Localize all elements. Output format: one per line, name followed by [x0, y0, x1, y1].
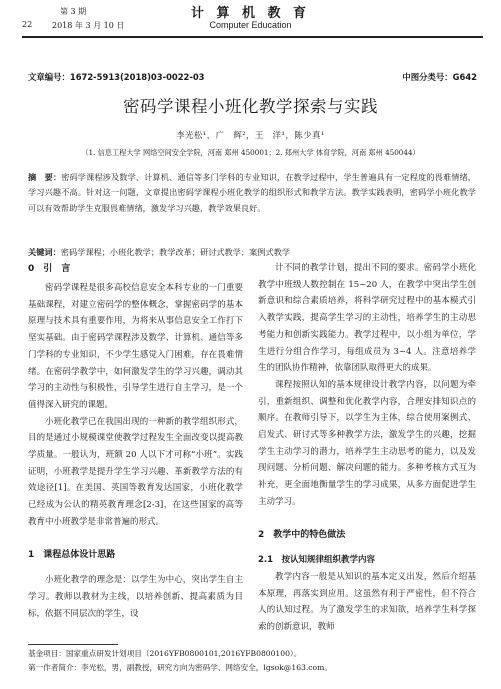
body-paragraph: 小班化教学的理念是：以学生为中心，突出学生自主学习。教师以教材为主线，以培养创新、提高素质为目标，依据不同层次的学生，设	[28, 575, 243, 619]
author-bio: 第一作者简介：李光松，男，副教授，研究方向为密码学、网络安全，lgsok@163.com。	[28, 663, 332, 672]
body-paragraph: 密码学课程是很多高校信息安全本科专业的一门重要基础课程，对建立密码学的整体概念，掌握密码学的基本原理与技术具有重要作用，为将来从事信息安全工作打下坚实基础。由于密码学课程涉及数学、计算机、通信等多门学科的专业知识，不少学生感觉入门困难，存在畏难情绪。在密码学教学中，如何激发学生的学习兴趣，调动其学习的主动性与积极性，引导学生进行自主学习，是一个值得深入研究的课题。	[28, 283, 243, 410]
subsection-heading: 2.1 按认知规律组织教学内容	[258, 555, 376, 566]
page-number: 22	[22, 20, 33, 29]
section-heading-intro: 0 引 言	[28, 264, 71, 274]
left-column	[28, 280, 243, 622]
right-column	[258, 260, 476, 636]
body-paragraph: 课程按照认知的基本规律设计教学内容，以问题为牵引，重新组织、调整和优化教学内容，合理安排知识点的顺序。在教师引导下，以学生为主体，综合使用案例式、启发式、研讨式等多种教学方法，激发学生的兴趣，挖掘学生主动学习的潜力，培养学生主动思考的能力，以及发现问题、分析问题、解决问题的能力。多种考核方式互为补充，更全面地衡量学生的学习成果，从多方面促进学生主动学习。	[258, 379, 476, 507]
article-number: 文章编号：1672-5913(2018)03-0022-03	[28, 72, 205, 82]
running-header	[0, 0, 501, 50]
abstract	[28, 170, 476, 216]
journal-title-cn: 计 算 机 教 育	[190, 6, 311, 21]
keywords	[28, 247, 476, 258]
journal-title-en: Computer Education	[209, 20, 292, 30]
abstract-text: 密码学课程涉及数学、计算机、通信等多门学科的专业知识，在教学过程中，学生普遍具有一定程度的畏难情绪，学习兴趣不高。针对这一问题，文章提出密码学课程小班化教学的组织形式和教学方法。教学实践表明，密码学小班化教学可以有效帮助学生克服畏难情绪，激发学习兴趣，教学效果良好。	[28, 172, 476, 213]
issue-date: 2018 年 3 月 10 日	[52, 21, 125, 30]
body-paragraph: 计不同的教学计划，提出不同的要求。密码学小班化教学中班级人数控制在 15~20 人，在教学中突出学生创新意识和综合素质培养，将科学研究过程中的基本模式引入教学实践，提高学生学习的主动性，培养学生的主动思考能力和创新实践能力。教学过程中，以小组为单位，学生进行分组合作学习，每组成员为 3~4 人。注意培养学生的团队协作精神，依靠团队取得更大的成果。	[258, 263, 476, 374]
classification-number: 中图分类号：G642	[402, 72, 477, 82]
abstract-label: 摘 要：	[28, 172, 62, 182]
footnote-rule	[28, 644, 118, 645]
body-paragraph: 教学内容一般是从知识的基本定义出发，然后介绍基本原理，再落实到应用。这虽然有利于严密性，但不符合人的认知过程。为了激发学生的求知欲，培养学生科学探索的创新意识，教师	[258, 571, 476, 633]
section-heading-practices: 2 教学中的特色做法	[258, 529, 346, 540]
keywords-text: 密码学课程；小班化教学；教学改革；研讨式教学；案例式教学	[60, 247, 291, 257]
section-heading-design: 1 课程总体设计思路	[28, 549, 116, 560]
author-list: 李光松¹，广 辉²，王 洋¹，陈少真¹	[176, 130, 325, 140]
paper-title: 密码学课程小班化教学探索与实践	[123, 97, 378, 116]
keywords-label: 关键词：	[28, 247, 61, 257]
affiliations: （1. 信息工程大学 网络空间安全学院，河南 郑州 450001；2. 郑州大学 体育学院，河南 郑州 450044）	[81, 148, 420, 157]
header-rule	[22, 36, 483, 38]
body-paragraph: 小班化教学已在我国出现的一种新的教学组织形式，目的是通过小规模课堂使教学过程发生全面改变以提高教学质量。一般认为，班额 20 人以下才可称“小班”。实践证明，小班教学是提升学生学习兴趣、革新教学方法的有效途径[1]。在美国、英国等教育发达国家，小班化教学已经成为公认的精英教育理念[2-3]，在这些国家的高等教育中小班教学是非常普遍的形式。	[28, 416, 243, 527]
funding-note: 基金项目：国家重点研发计划项目（2016YFB0800101,2016YFB0800100）。	[28, 649, 302, 658]
issue-number: 第 3 期	[60, 7, 87, 16]
